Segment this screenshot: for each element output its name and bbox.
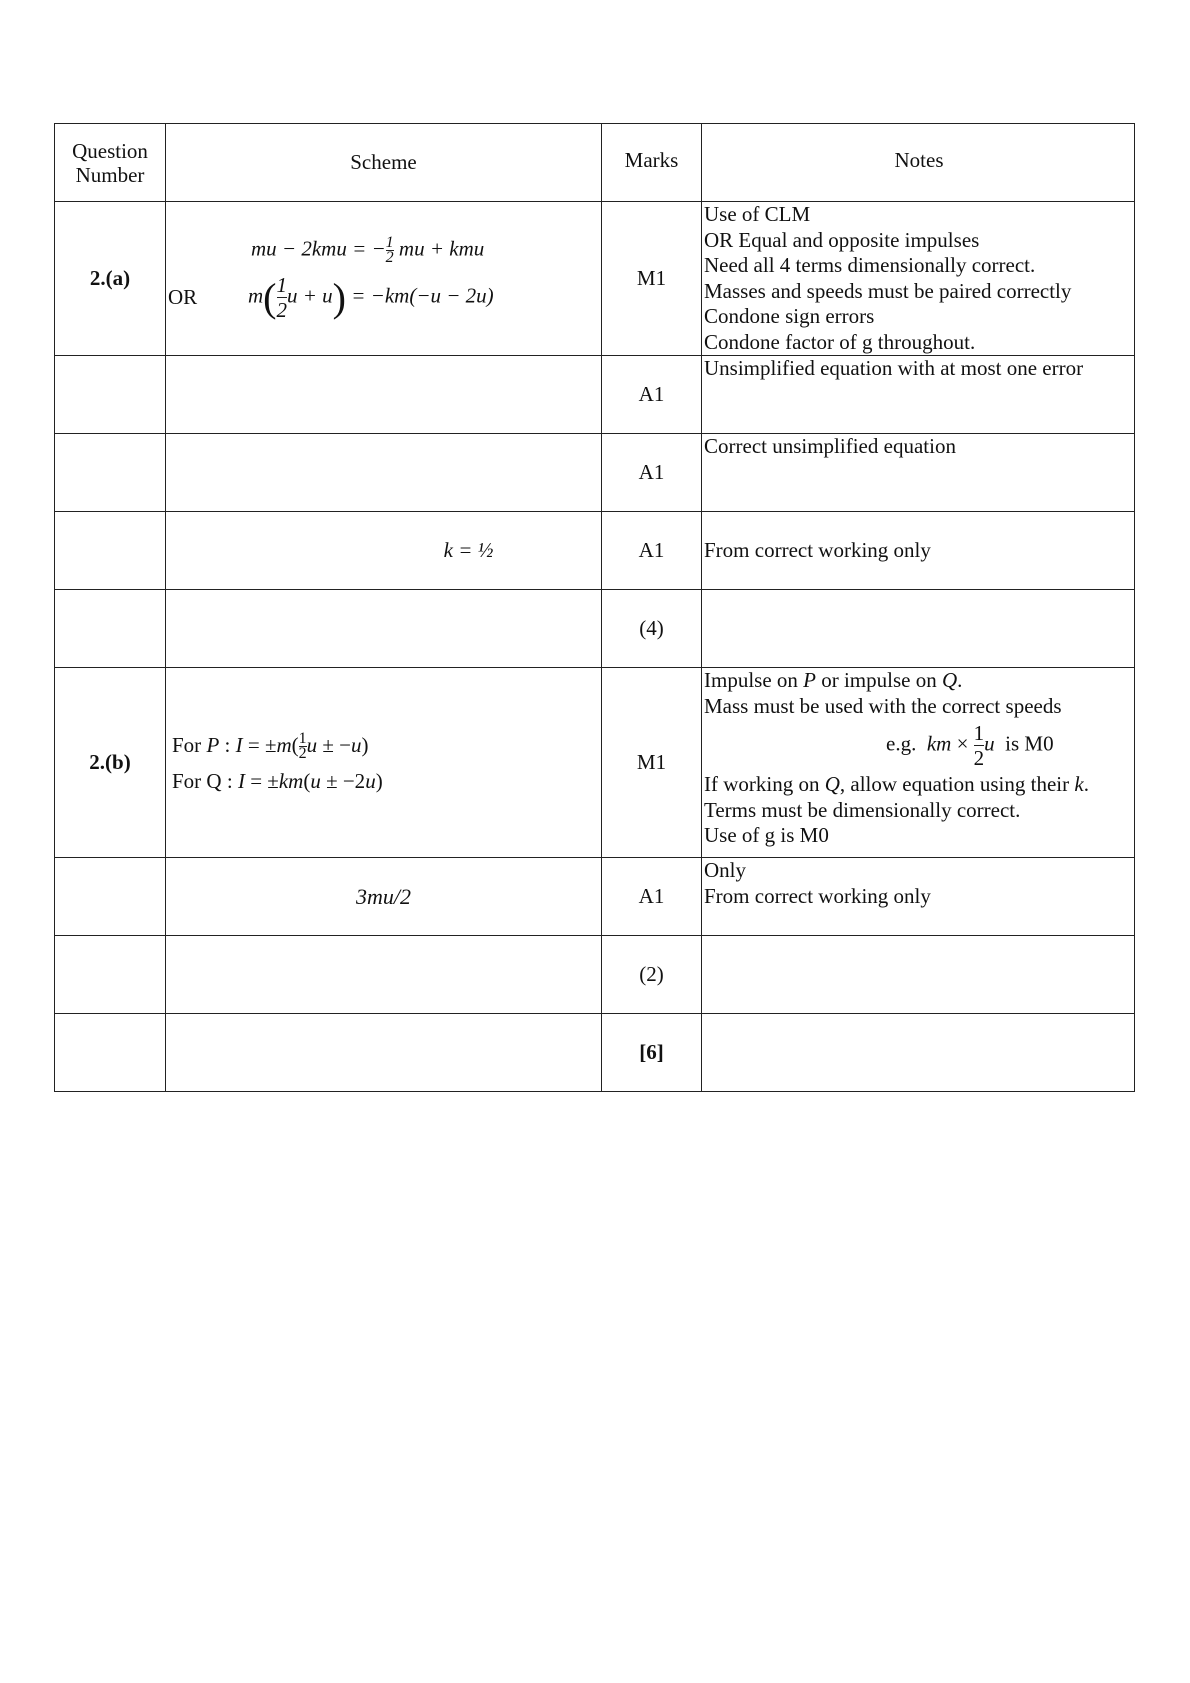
note: Use of g is M0 [704,823,829,847]
mark-scheme-table [54,123,1135,1092]
total: [6] [602,1014,702,1092]
mark: A1 [602,356,702,434]
table-row [55,590,1135,668]
scheme-answer: 3mu/2 [356,883,411,909]
table-row [55,1014,1135,1092]
scheme-answer: k = ½ [443,538,494,562]
note: Only [704,858,746,882]
note-example: e.g. km × $\frac{1}{2}$ u is M0 [886,721,1054,770]
table-row [55,936,1135,1014]
mark: A1 [602,858,702,936]
table-row [55,512,1135,590]
table-row [55,858,1135,936]
question-number: 2.(a) [55,202,166,356]
scheme-cell [166,512,602,590]
scheme-equation: mu − 2kmu = − $\frac{1}{2}$ mu + kmu [251,233,485,266]
subtotal: (2) [602,936,702,1014]
scheme-cell [166,668,602,858]
or-label: OR [168,284,198,309]
note: Mass must be used with the correct speeds [704,693,1062,718]
scheme-cell [166,202,602,356]
notes-cell [702,858,1135,936]
table-row [55,668,1135,858]
table-row [55,356,1135,434]
header-row [55,124,1135,202]
note: Masses and speeds must be paired correctly [704,278,1072,303]
subtotal: (4) [602,590,702,668]
note: From correct working only [704,883,931,908]
header-notes: Notes [702,124,1135,202]
scheme-cell [166,858,602,936]
note: Impulse on P or impulse on Q. [704,668,963,692]
header-question-number: Question Number [55,124,166,202]
mark: M1 [602,202,702,356]
note: If working on Q, allow equation using their k. [704,772,1089,796]
mark: A1 [602,512,702,590]
note: Condone sign errors [704,304,875,328]
scheme-alternative [166,273,601,322]
scheme-q: For Q : I = ±km(u ± −2u) [172,768,383,793]
note: Need all 4 terms dimensionally correct. [704,253,1036,277]
note: Condone factor of g throughout. [704,329,976,354]
notes-cell [702,202,1135,356]
question-number: 2.(b) [55,668,166,858]
note: Use of CLM [704,202,811,226]
header-marks: Marks [602,124,702,202]
note: Unsimplified equation with at most one error [704,356,1084,380]
note: Terms must be dimensionally correct. [704,797,1021,822]
note: Correct unsimplified equation [704,434,956,458]
note: From correct working only [702,512,1135,590]
note: OR Equal and opposite impulses [704,227,980,252]
header-scheme: Scheme [166,124,602,202]
scheme-equation-alt: m( $\frac{1}{2}$ u + u) = −km(−u − 2u) [248,272,494,322]
mark: A1 [602,434,702,512]
mark: M1 [602,668,702,858]
notes-cell [702,668,1135,858]
table-row [55,202,1135,356]
table-row [55,434,1135,512]
scheme-p: For P : I = ±m( $\frac{1}{2}$ u ± −u) [172,730,369,763]
